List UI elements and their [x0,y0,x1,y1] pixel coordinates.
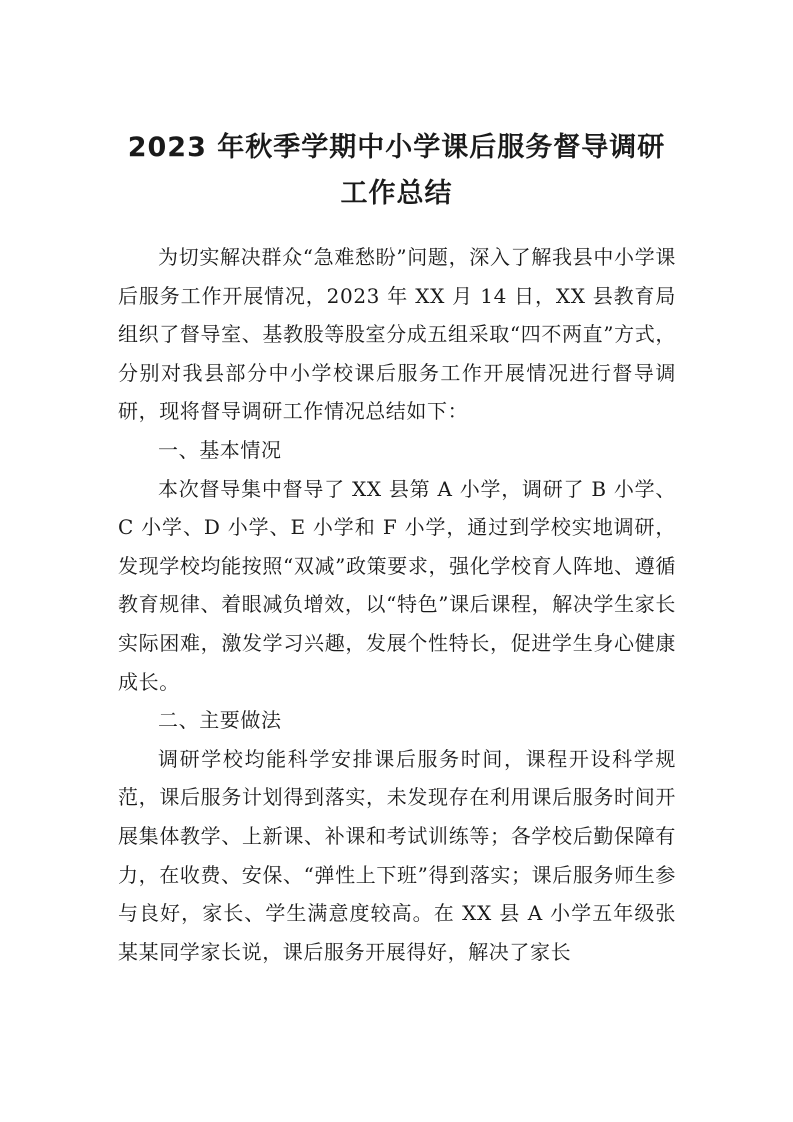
section-heading-basic-situation: 一、基本情况 [158,437,282,462]
section-heading-main-practices: 二、主要做法 [158,708,282,733]
document-title-line-1: 2023 年秋季学期中小学课后服务督导调研 [127,132,666,163]
document-title-line-2: 工作总结 [340,178,453,209]
section-main-practices-paragraph: 调研学校均能科学安排课后服务时间，课程开设科学规范，课后服务计划得到落实，未发现存在利用课后服务时间开展集体教学、上新课、补课和考试训练等；各学校后勤保障有力，在收费、安保、“弹性上下班”得到落实；课后服务师生参与良好，家长、学生满意度较高。在 XX 县 A 小学五年级张某某同学家长说，课后服务开展得好，解决了家长 [118,746,676,964]
document-body [118,238,676,971]
intro-paragraph: 为切实解决群众“急难愁盼”问题，深入了解我县中小学课后服务工作开展情况，2023 年 XX 月 14 日，XX 县教育局组织了督导室、基教股等股室分成五组采取“四不两直”方式，分别对我县部分中小学校课后服务工作开展情况进行督导调研，现将督导调研工作情况总结如下： [118,245,676,424]
section-basic-situation-paragraph: 本次督导集中督导了 XX 县第 A 小学，调研了 B 小学、C 小学、D 小学、E 小学和 F 小学，通过到学校实地调研，发现学校均能按照“双减”政策要求，强化学校育人阵地、遵循教育规律、着眼减负增效，以“特色”课后课程，解决学生家长实际困难，激发学习兴趣，发展个性特长，促进学生身心健康成长。 [118,476,676,694]
